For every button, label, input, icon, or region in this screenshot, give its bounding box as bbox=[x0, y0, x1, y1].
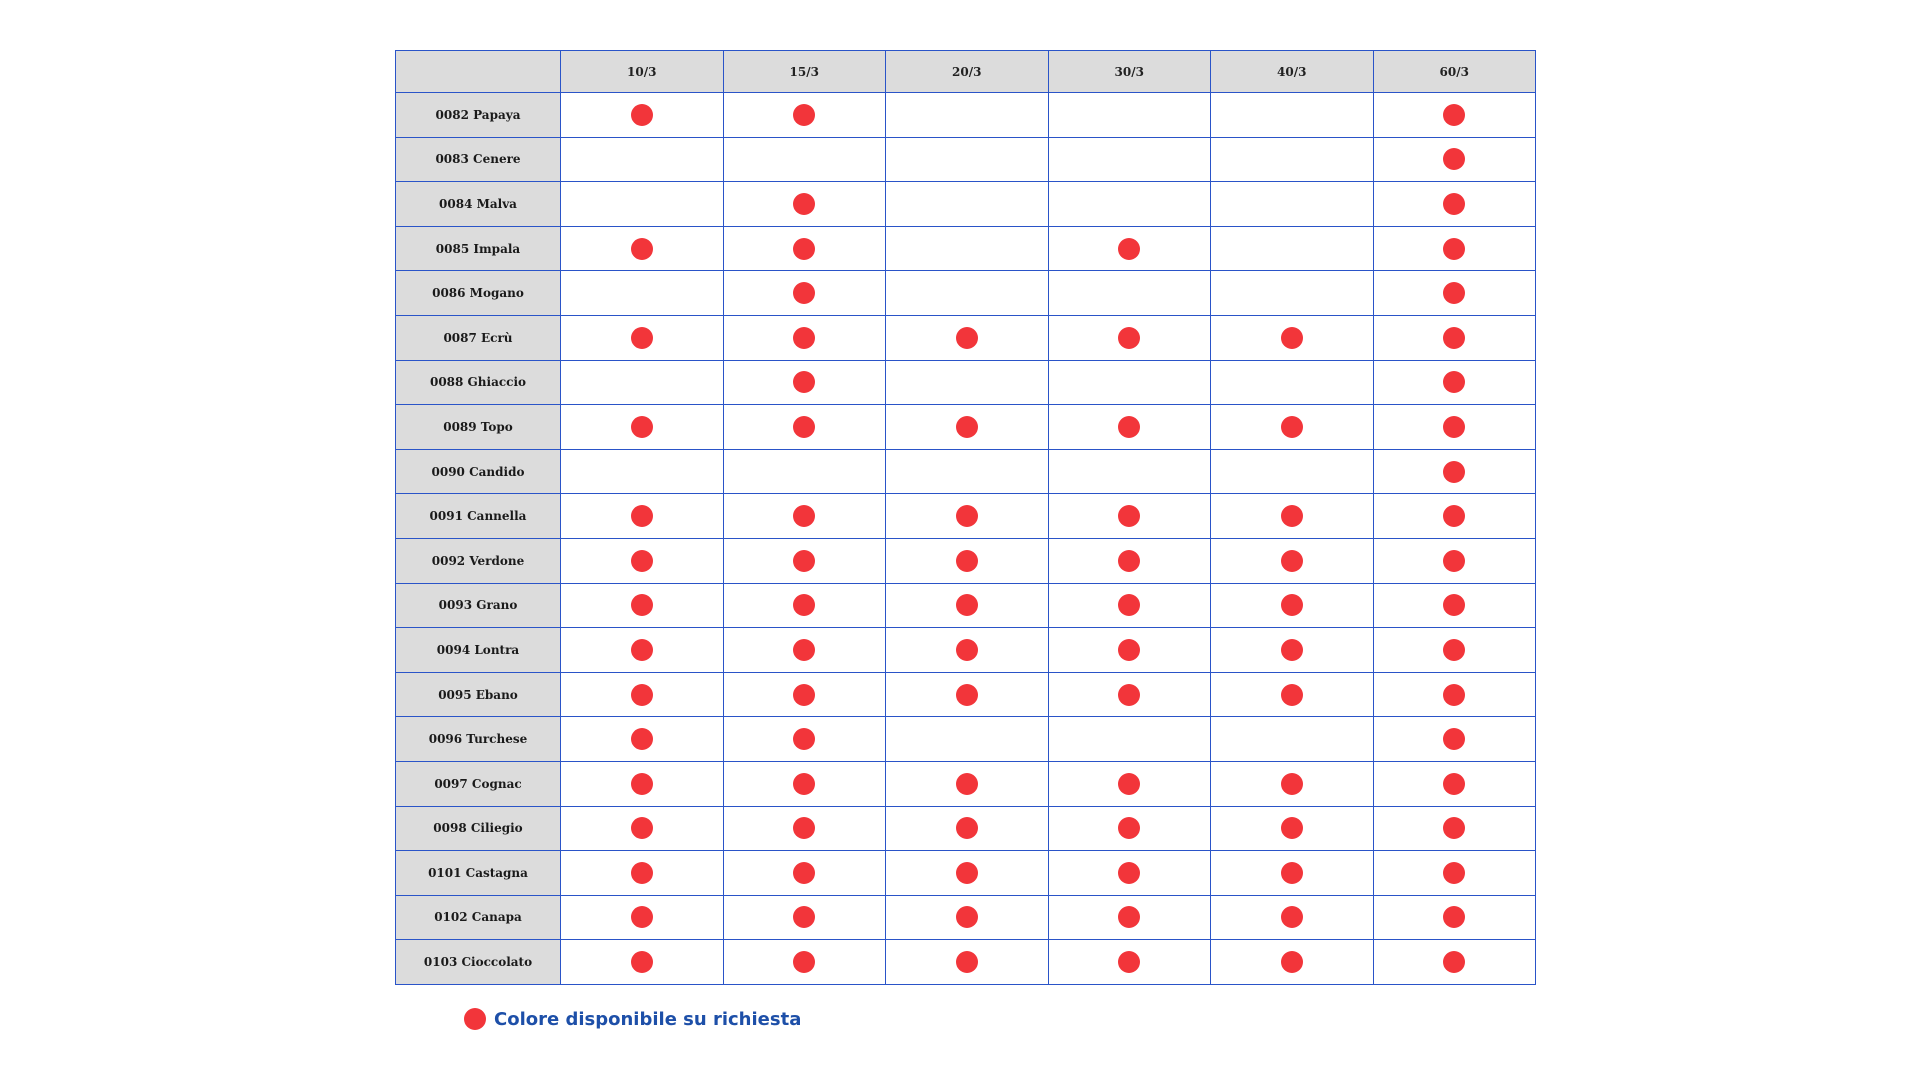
availability-cell bbox=[1211, 271, 1374, 316]
availability-cell bbox=[886, 494, 1049, 539]
availability-cell bbox=[1211, 315, 1374, 360]
table-row bbox=[396, 93, 1536, 138]
availability-cell bbox=[1048, 717, 1211, 762]
availability-cell bbox=[1211, 761, 1374, 806]
legend-label: Colore disponibile su richiesta bbox=[494, 1008, 802, 1030]
availability-cell bbox=[723, 940, 886, 985]
red-dot-icon bbox=[1443, 505, 1465, 527]
availability-cell bbox=[561, 851, 724, 896]
availability-cell bbox=[1048, 806, 1211, 851]
red-dot-icon bbox=[631, 773, 653, 795]
availability-cell bbox=[561, 137, 724, 182]
availability-cell bbox=[1211, 449, 1374, 494]
availability-cell bbox=[1211, 226, 1374, 271]
availability-cell bbox=[723, 538, 886, 583]
red-dot-icon bbox=[956, 773, 978, 795]
row-label: 0096 Turchese bbox=[396, 717, 561, 762]
row-label: 0092 Verdone bbox=[396, 538, 561, 583]
red-dot-icon bbox=[793, 238, 815, 260]
red-dot-icon bbox=[793, 773, 815, 795]
table-row bbox=[396, 628, 1536, 673]
availability-cell bbox=[561, 271, 724, 316]
availability-cell bbox=[1373, 851, 1536, 896]
header-row bbox=[396, 51, 1536, 93]
table-row bbox=[396, 851, 1536, 896]
availability-cell bbox=[561, 226, 724, 271]
table-row bbox=[396, 672, 1536, 717]
availability-cell bbox=[723, 93, 886, 138]
row-label: 0090 Candido bbox=[396, 449, 561, 494]
red-dot-icon bbox=[1118, 773, 1140, 795]
availability-cell bbox=[561, 940, 724, 985]
availability-cell bbox=[1373, 583, 1536, 628]
red-dot-icon bbox=[956, 862, 978, 884]
red-dot-icon bbox=[1281, 862, 1303, 884]
availability-cell bbox=[886, 449, 1049, 494]
availability-cell bbox=[561, 93, 724, 138]
availability-cell bbox=[1048, 895, 1211, 940]
availability-cell bbox=[1048, 672, 1211, 717]
availability-cell bbox=[1211, 405, 1374, 450]
red-dot-icon bbox=[1118, 951, 1140, 973]
availability-cell bbox=[1211, 672, 1374, 717]
availability-cell bbox=[723, 717, 886, 762]
red-dot-icon bbox=[1118, 416, 1140, 438]
red-dot-icon bbox=[1281, 505, 1303, 527]
availability-cell bbox=[1373, 449, 1536, 494]
availability-cell bbox=[1211, 940, 1374, 985]
red-dot-icon bbox=[631, 505, 653, 527]
availability-cell bbox=[886, 405, 1049, 450]
availability-cell bbox=[723, 895, 886, 940]
availability-cell bbox=[1048, 360, 1211, 405]
red-dot-icon bbox=[631, 951, 653, 973]
table-row bbox=[396, 137, 1536, 182]
availability-cell bbox=[723, 137, 886, 182]
availability-cell bbox=[1373, 271, 1536, 316]
red-dot-icon bbox=[793, 193, 815, 215]
availability-cell bbox=[1048, 405, 1211, 450]
red-dot-icon bbox=[956, 906, 978, 928]
red-dot-icon bbox=[1443, 550, 1465, 572]
red-dot-icon bbox=[1443, 639, 1465, 661]
availability-cell bbox=[1048, 271, 1211, 316]
availability-cell bbox=[1211, 360, 1374, 405]
availability-cell bbox=[1373, 538, 1536, 583]
availability-cell bbox=[886, 315, 1049, 360]
table-row bbox=[396, 182, 1536, 227]
row-label: 0097 Cognac bbox=[396, 761, 561, 806]
red-dot-icon bbox=[1443, 728, 1465, 750]
red-dot-icon bbox=[1118, 639, 1140, 661]
red-dot-icon bbox=[1118, 594, 1140, 616]
red-dot-icon bbox=[956, 416, 978, 438]
availability-cell bbox=[1211, 137, 1374, 182]
color-availability-table bbox=[395, 50, 1536, 985]
table-row bbox=[396, 226, 1536, 271]
availability-cell bbox=[1373, 137, 1536, 182]
row-label: 0087 Ecrù bbox=[396, 315, 561, 360]
red-dot-icon bbox=[1443, 193, 1465, 215]
red-dot-icon bbox=[631, 684, 653, 706]
availability-cell bbox=[1373, 806, 1536, 851]
red-dot-icon bbox=[1443, 416, 1465, 438]
column-header: 60/3 bbox=[1373, 51, 1536, 93]
table-row bbox=[396, 895, 1536, 940]
row-label: 0098 Ciliegio bbox=[396, 806, 561, 851]
row-label: 0095 Ebano bbox=[396, 672, 561, 717]
red-dot-icon bbox=[793, 862, 815, 884]
availability-cell bbox=[723, 405, 886, 450]
table-row bbox=[396, 583, 1536, 628]
row-label: 0094 Lontra bbox=[396, 628, 561, 673]
availability-cell bbox=[561, 717, 724, 762]
red-dot-icon bbox=[793, 639, 815, 661]
availability-cell bbox=[886, 538, 1049, 583]
availability-cell bbox=[723, 761, 886, 806]
availability-cell bbox=[561, 895, 724, 940]
red-dot-icon bbox=[631, 550, 653, 572]
red-dot-icon bbox=[1118, 550, 1140, 572]
availability-cell bbox=[1211, 538, 1374, 583]
row-label: 0086 Mogano bbox=[396, 271, 561, 316]
red-dot-icon bbox=[631, 817, 653, 839]
availability-cell bbox=[561, 360, 724, 405]
red-dot-icon bbox=[956, 327, 978, 349]
table-row bbox=[396, 315, 1536, 360]
availability-cell bbox=[561, 672, 724, 717]
red-dot-icon bbox=[1118, 906, 1140, 928]
availability-cell bbox=[1373, 717, 1536, 762]
availability-cell bbox=[561, 806, 724, 851]
red-dot-icon bbox=[1118, 817, 1140, 839]
row-label: 0084 Malva bbox=[396, 182, 561, 227]
red-dot-icon bbox=[631, 862, 653, 884]
availability-cell bbox=[723, 360, 886, 405]
column-header: 30/3 bbox=[1048, 51, 1211, 93]
availability-cell bbox=[723, 806, 886, 851]
availability-cell bbox=[1373, 761, 1536, 806]
availability-cell bbox=[1048, 583, 1211, 628]
red-dot-icon bbox=[1118, 327, 1140, 349]
availability-cell bbox=[1048, 226, 1211, 271]
red-dot-icon bbox=[956, 684, 978, 706]
availability-cell bbox=[1211, 583, 1374, 628]
red-dot-icon bbox=[1443, 906, 1465, 928]
red-dot-icon bbox=[1281, 327, 1303, 349]
availability-cell bbox=[561, 405, 724, 450]
red-dot-icon bbox=[631, 594, 653, 616]
availability-cell bbox=[1211, 93, 1374, 138]
availability-cell bbox=[1048, 137, 1211, 182]
red-dot-icon bbox=[1281, 773, 1303, 795]
availability-cell bbox=[1048, 628, 1211, 673]
availability-cell bbox=[723, 315, 886, 360]
red-dot-icon bbox=[1443, 238, 1465, 260]
availability-cell bbox=[886, 182, 1049, 227]
red-dot-icon bbox=[1443, 594, 1465, 616]
red-dot-icon bbox=[1281, 951, 1303, 973]
availability-cell bbox=[723, 226, 886, 271]
availability-cell bbox=[1048, 449, 1211, 494]
row-label: 0102 Canapa bbox=[396, 895, 561, 940]
availability-cell bbox=[886, 137, 1049, 182]
availability-cell bbox=[1211, 717, 1374, 762]
red-dot-icon bbox=[793, 550, 815, 572]
red-dot-icon bbox=[1443, 282, 1465, 304]
availability-cell bbox=[1048, 851, 1211, 896]
row-label: 0083 Cenere bbox=[396, 137, 561, 182]
red-dot-icon bbox=[1443, 951, 1465, 973]
red-dot-icon bbox=[793, 817, 815, 839]
red-dot-icon bbox=[956, 594, 978, 616]
red-dot-icon bbox=[1443, 327, 1465, 349]
corner-cell bbox=[396, 51, 561, 93]
availability-cell bbox=[723, 494, 886, 539]
red-dot-icon bbox=[793, 951, 815, 973]
availability-cell bbox=[1373, 895, 1536, 940]
red-dot-icon bbox=[1443, 104, 1465, 126]
red-dot-icon bbox=[793, 327, 815, 349]
availability-cell bbox=[723, 449, 886, 494]
column-header: 15/3 bbox=[723, 51, 886, 93]
availability-cell bbox=[1048, 940, 1211, 985]
table-row bbox=[396, 405, 1536, 450]
availability-cell bbox=[886, 761, 1049, 806]
availability-cell bbox=[561, 628, 724, 673]
availability-cell bbox=[1211, 895, 1374, 940]
availability-cell bbox=[886, 717, 1049, 762]
red-dot-icon bbox=[1443, 148, 1465, 170]
row-label: 0101 Castagna bbox=[396, 851, 561, 896]
availability-cell bbox=[1211, 494, 1374, 539]
legend bbox=[464, 1008, 801, 1030]
red-dot-icon bbox=[956, 951, 978, 973]
availability-cell bbox=[561, 182, 724, 227]
red-dot-icon bbox=[793, 104, 815, 126]
availability-cell bbox=[723, 851, 886, 896]
row-label: 0085 Impala bbox=[396, 226, 561, 271]
red-dot-icon bbox=[1281, 550, 1303, 572]
availability-cell bbox=[1373, 226, 1536, 271]
red-dot-icon bbox=[631, 639, 653, 661]
red-dot-icon bbox=[631, 327, 653, 349]
table-row bbox=[396, 449, 1536, 494]
row-label: 0103 Cioccolato bbox=[396, 940, 561, 985]
row-label: 0082 Papaya bbox=[396, 93, 561, 138]
availability-cell bbox=[1048, 538, 1211, 583]
availability-cell bbox=[1373, 315, 1536, 360]
table-row bbox=[396, 761, 1536, 806]
availability-cell bbox=[886, 895, 1049, 940]
red-dot-icon bbox=[1118, 505, 1140, 527]
red-dot-icon bbox=[1443, 773, 1465, 795]
availability-cell bbox=[1373, 494, 1536, 539]
row-label: 0089 Topo bbox=[396, 405, 561, 450]
column-header: 10/3 bbox=[561, 51, 724, 93]
availability-cell bbox=[1373, 93, 1536, 138]
availability-cell bbox=[1373, 182, 1536, 227]
availability-cell bbox=[1048, 761, 1211, 806]
red-dot-icon bbox=[793, 416, 815, 438]
table-body bbox=[396, 93, 1536, 985]
red-dot-icon bbox=[793, 684, 815, 706]
availability-cell bbox=[886, 226, 1049, 271]
availability-cell bbox=[886, 583, 1049, 628]
column-header: 20/3 bbox=[886, 51, 1049, 93]
red-dot-icon bbox=[793, 728, 815, 750]
availability-cell bbox=[561, 449, 724, 494]
table-row bbox=[396, 940, 1536, 985]
availability-cell bbox=[1373, 405, 1536, 450]
row-label: 0093 Grano bbox=[396, 583, 561, 628]
availability-cell bbox=[886, 672, 1049, 717]
red-dot-icon bbox=[631, 906, 653, 928]
availability-cell bbox=[723, 583, 886, 628]
availability-cell bbox=[1211, 851, 1374, 896]
availability-cell bbox=[1373, 628, 1536, 673]
availability-cell bbox=[561, 583, 724, 628]
table-row bbox=[396, 806, 1536, 851]
red-dot-icon bbox=[1118, 238, 1140, 260]
red-dot-icon bbox=[1281, 639, 1303, 661]
availability-cell bbox=[1373, 672, 1536, 717]
red-dot-icon bbox=[631, 416, 653, 438]
red-dot-icon bbox=[631, 238, 653, 260]
red-dot-icon bbox=[793, 505, 815, 527]
availability-cell bbox=[886, 628, 1049, 673]
column-header: 40/3 bbox=[1211, 51, 1374, 93]
availability-cell bbox=[561, 494, 724, 539]
availability-cell bbox=[561, 538, 724, 583]
availability-cell bbox=[1048, 182, 1211, 227]
red-dot-icon bbox=[1118, 684, 1140, 706]
red-dot-icon bbox=[1281, 416, 1303, 438]
availability-cell bbox=[723, 271, 886, 316]
red-dot-icon bbox=[1443, 461, 1465, 483]
availability-cell bbox=[1373, 940, 1536, 985]
red-dot-icon bbox=[1281, 684, 1303, 706]
red-dot-icon bbox=[1443, 371, 1465, 393]
red-dot-icon bbox=[1443, 862, 1465, 884]
table-row bbox=[396, 494, 1536, 539]
red-dot-icon bbox=[1281, 817, 1303, 839]
red-dot-icon bbox=[631, 728, 653, 750]
availability-cell bbox=[561, 761, 724, 806]
table-row bbox=[396, 360, 1536, 405]
availability-cell bbox=[886, 360, 1049, 405]
red-dot-icon bbox=[1281, 594, 1303, 616]
availability-cell bbox=[886, 940, 1049, 985]
red-dot-icon bbox=[793, 371, 815, 393]
availability-cell bbox=[886, 271, 1049, 316]
availability-cell bbox=[561, 315, 724, 360]
row-label: 0091 Cannella bbox=[396, 494, 561, 539]
availability-cell bbox=[1048, 494, 1211, 539]
red-dot-icon bbox=[464, 1008, 486, 1030]
availability-cell bbox=[886, 851, 1049, 896]
red-dot-icon bbox=[631, 104, 653, 126]
availability-cell bbox=[886, 806, 1049, 851]
availability-cell bbox=[1211, 628, 1374, 673]
availability-cell bbox=[723, 628, 886, 673]
availability-cell bbox=[1048, 93, 1211, 138]
red-dot-icon bbox=[956, 550, 978, 572]
table-row bbox=[396, 538, 1536, 583]
availability-cell bbox=[1211, 806, 1374, 851]
table-row bbox=[396, 717, 1536, 762]
red-dot-icon bbox=[956, 639, 978, 661]
availability-cell bbox=[1373, 360, 1536, 405]
red-dot-icon bbox=[956, 505, 978, 527]
red-dot-icon bbox=[1443, 817, 1465, 839]
red-dot-icon bbox=[793, 906, 815, 928]
red-dot-icon bbox=[793, 282, 815, 304]
availability-cell bbox=[1048, 315, 1211, 360]
red-dot-icon bbox=[793, 594, 815, 616]
red-dot-icon bbox=[1118, 862, 1140, 884]
table-row bbox=[396, 271, 1536, 316]
red-dot-icon bbox=[956, 817, 978, 839]
availability-cell bbox=[723, 182, 886, 227]
red-dot-icon bbox=[1281, 906, 1303, 928]
row-label: 0088 Ghiaccio bbox=[396, 360, 561, 405]
availability-cell bbox=[723, 672, 886, 717]
red-dot-icon bbox=[1443, 684, 1465, 706]
availability-cell bbox=[886, 93, 1049, 138]
availability-cell bbox=[1211, 182, 1374, 227]
